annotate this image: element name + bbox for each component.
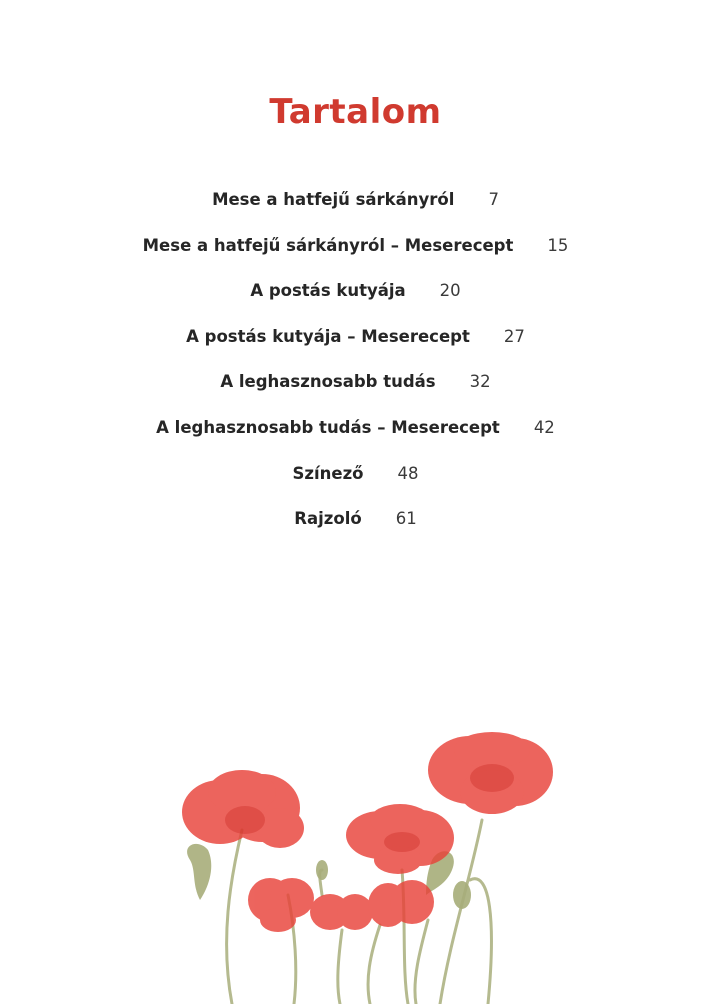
toc-entry-page: 20 — [439, 281, 461, 301]
page-title: Tartalom — [269, 92, 442, 132]
toc-entry-label: Mese a hatfejű sárkányról — [212, 190, 455, 209]
toc-entry-label: Színező — [292, 463, 364, 483]
toc-entry-page: 32 — [469, 372, 491, 392]
toc-entry[interactable] — [0, 372, 711, 418]
toc-entry-page: 42 — [533, 417, 555, 437]
toc-entry-page: 15 — [547, 235, 569, 255]
toc-entry[interactable] — [0, 509, 711, 555]
toc-entry-page: 48 — [397, 463, 419, 483]
toc-entry-label: A postás kutyája — [250, 281, 406, 301]
toc-entry-page: 27 — [503, 326, 525, 346]
toc-entry[interactable] — [0, 464, 711, 510]
toc-entry-label: Mese a hatfejű sárkányról – Meserecept — [142, 235, 514, 255]
poppy-flowers-icon — [170, 720, 570, 1004]
toc-entry[interactable] — [0, 327, 711, 373]
toc-entry-page: 61 — [395, 509, 417, 529]
toc-entry-label: A leghasznosabb tudás – Meserecept — [156, 417, 500, 437]
toc-entry-label: Rajzoló — [294, 509, 362, 529]
toc-entry[interactable] — [0, 236, 711, 282]
toc-entry[interactable] — [0, 281, 711, 327]
toc-entry-page: 7 — [488, 190, 499, 209]
toc-entry-label: A leghasznosabb tudás — [220, 372, 436, 392]
toc-entry-label: A postás kutyája – Meserecept — [186, 326, 470, 346]
table-of-contents — [0, 190, 711, 555]
toc-entry[interactable] — [0, 190, 711, 236]
toc-entry[interactable] — [0, 418, 711, 464]
